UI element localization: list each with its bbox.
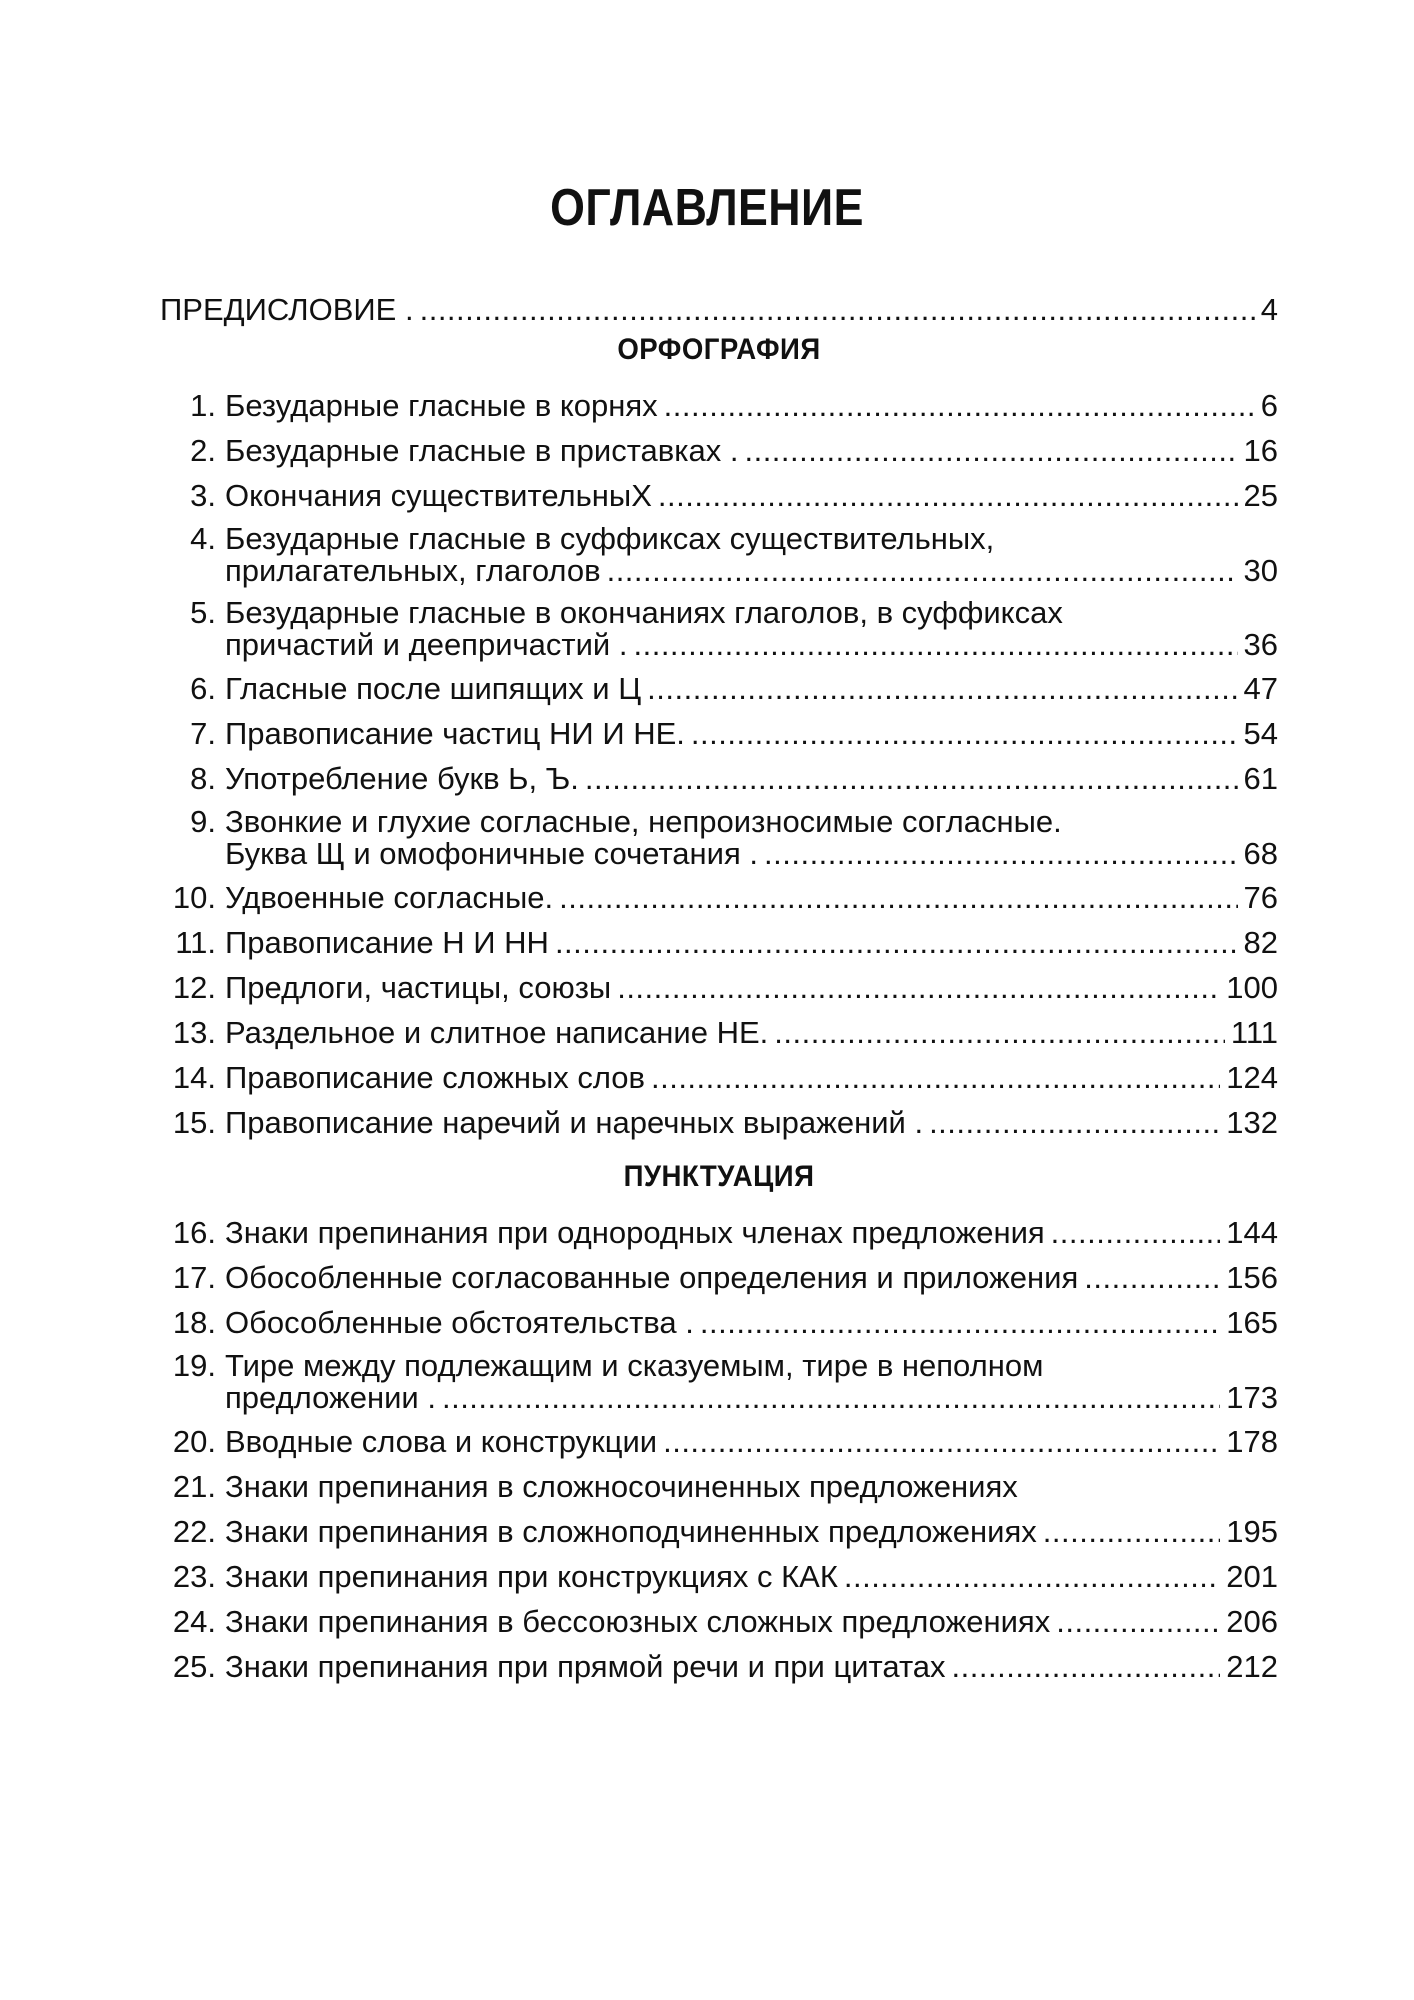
toc-entry <box>160 925 1278 961</box>
entry-text-line1: Тире между подлежащим и сказуемым, тире в неполном <box>225 1348 1044 1383</box>
entry-number: 9. <box>190 804 216 839</box>
entry-text: Окончания существительныХ <box>225 478 652 513</box>
dot-leader <box>607 554 1238 588</box>
page-number: 4 <box>1260 292 1278 327</box>
dot-leader <box>555 925 1238 961</box>
entry-number: 4. <box>190 521 216 556</box>
entry-number: 2. <box>190 433 216 468</box>
toc-entry <box>160 1514 1278 1550</box>
entry-number: 10. <box>172 880 216 915</box>
toc-entry <box>160 1469 1278 1505</box>
entry-text: Знаки препинания в сложносочиненных предложениях <box>225 1469 1018 1504</box>
entry-text: Знаки препинания при однородных членах предложения <box>225 1215 1045 1250</box>
toc-entry <box>160 671 1278 707</box>
dot-leader <box>420 292 1255 328</box>
dot-leader <box>774 1015 1225 1051</box>
entry-number: 22. <box>172 1514 216 1549</box>
entry-number: 3. <box>190 478 216 513</box>
toc-entry <box>160 806 1278 871</box>
page-number: 124 <box>1226 1060 1278 1095</box>
page-number: 201 <box>1226 1559 1278 1594</box>
entry-number: 8. <box>190 761 216 796</box>
toc-entry <box>160 1215 1278 1251</box>
toc-entry <box>160 1105 1278 1141</box>
page-number: 61 <box>1243 761 1278 796</box>
entry-number: 21. <box>172 1469 216 1504</box>
dot-leader <box>442 1381 1220 1415</box>
page-number: 144 <box>1226 1215 1278 1250</box>
dot-leader <box>633 628 1237 662</box>
entry-text: Правописание Н И НН <box>225 925 549 960</box>
section-heading-punctuation: ПУНКТУАЦИЯ <box>623 1160 815 1193</box>
entry-text: Безударные гласные в приставках . <box>225 433 739 468</box>
dot-leader <box>1084 1260 1220 1296</box>
entry-text: Знаки препинания в бессоюзных сложных предложениях <box>225 1604 1051 1639</box>
dot-leader <box>691 716 1238 752</box>
page-number: 54 <box>1243 716 1278 751</box>
toc-entry <box>160 478 1278 514</box>
page-number: 100 <box>1226 970 1278 1005</box>
page-number: 25 <box>1243 478 1278 513</box>
dot-leader <box>1043 1514 1221 1550</box>
entry-number: 7. <box>190 716 216 751</box>
dot-leader <box>585 761 1238 797</box>
entry-number: 23. <box>172 1559 216 1594</box>
page-number: 30 <box>1243 553 1278 588</box>
page-number: 68 <box>1243 836 1278 871</box>
entry-number: 15. <box>172 1105 216 1140</box>
toc-entry <box>160 433 1278 469</box>
page-number: 156 <box>1226 1260 1278 1295</box>
dot-leader <box>744 433 1237 469</box>
dot-leader <box>651 1060 1220 1096</box>
entry-number: 13. <box>172 1015 216 1050</box>
entry-text: Удвоенные согласные. <box>225 880 554 915</box>
dot-leader <box>952 1649 1221 1685</box>
entry-text: Правописание сложных слов <box>225 1060 645 1095</box>
entry-text: Гласные после шипящих и Ц <box>225 671 642 706</box>
toc-entry <box>160 970 1278 1006</box>
dot-leader <box>617 970 1220 1006</box>
entry-text: Правописание наречий и наречных выражений . <box>225 1105 924 1140</box>
toc-entry <box>160 597 1278 662</box>
entry-number: 19. <box>172 1348 216 1383</box>
entry-text: Правописание частиц НИ И НЕ. <box>225 716 685 751</box>
entry-number: 20. <box>172 1424 216 1459</box>
entry-text-line1: Звонкие и глухие согласные, непроизносимые согласные. <box>225 804 1062 839</box>
dot-leader <box>663 1424 1220 1460</box>
entry-text: Вводные слова и конструкции <box>225 1424 658 1459</box>
entry-number: 17. <box>172 1260 216 1295</box>
toc-entry <box>160 761 1278 797</box>
dot-leader <box>658 478 1238 514</box>
toc-entry <box>160 880 1278 916</box>
entry-text: Знаки препинания при конструкциях с КАК <box>225 1559 838 1594</box>
entry-text-line1: Безударные гласные в окончаниях глаголов, в суффиксах <box>225 595 1063 630</box>
dot-leader <box>844 1559 1220 1595</box>
entry-text: Обособленные обстоятельства . <box>225 1305 694 1340</box>
dot-leader <box>664 388 1255 424</box>
entry-text: прилагательных, глаголов <box>225 553 601 588</box>
entry-number: 6. <box>190 671 216 706</box>
page-number: 6 <box>1260 388 1278 423</box>
entry-number: 5. <box>190 595 216 630</box>
entry-text: Раздельное и слитное написание НЕ. <box>225 1015 769 1050</box>
page-number: 178 <box>1226 1424 1278 1459</box>
dot-leader <box>647 671 1237 707</box>
entry-text: ПРЕДИСЛОВИЕ . <box>160 292 414 327</box>
toc-entry <box>160 1015 1278 1051</box>
entry-number: 14. <box>172 1060 216 1095</box>
entry-text: Безударные гласные в корнях <box>225 388 658 423</box>
toc-entry <box>160 1350 1278 1415</box>
page-number: 16 <box>1243 433 1278 468</box>
entry-text: Употребление букв Ь, Ъ. <box>225 761 579 796</box>
entry-text: Предлоги, частицы, союзы <box>225 970 612 1005</box>
page-number: 173 <box>1226 1380 1278 1415</box>
dot-leader <box>764 837 1238 871</box>
entry-number: 1. <box>190 388 216 423</box>
entry-number: 11. <box>175 925 216 960</box>
toc-entry <box>160 1305 1278 1341</box>
toc-entry <box>160 388 1278 424</box>
entry-number: 25. <box>172 1649 216 1684</box>
section-heading-orthography: ОРФОГРАФИЯ <box>617 333 821 366</box>
page-number: 47 <box>1243 671 1278 706</box>
entry-number: 24. <box>172 1604 216 1639</box>
page-title: ОГЛАВЛЕНИЕ <box>550 179 864 237</box>
toc-entry <box>160 1060 1278 1096</box>
page-number: 212 <box>1226 1649 1278 1684</box>
dot-leader <box>1051 1215 1221 1251</box>
page-number: 195 <box>1226 1514 1278 1549</box>
entry-text: предложении . <box>225 1380 436 1415</box>
toc-entry <box>160 1559 1278 1595</box>
dot-leader <box>700 1305 1220 1341</box>
entry-text: Знаки препинания при прямой речи и при цитатах <box>225 1649 946 1684</box>
table-of-contents <box>160 292 1278 1694</box>
page-number: 76 <box>1243 880 1278 915</box>
page-number: 206 <box>1226 1604 1278 1639</box>
entry-text-line1: Безударные гласные в суффиксах существительных, <box>225 521 995 556</box>
entry-text: Обособленные согласованные определения и приложения <box>225 1260 1079 1295</box>
entry-text: Буква Щ и омофоничные сочетания . <box>225 836 758 871</box>
toc-entry-preface <box>160 292 1278 328</box>
page-number: 132 <box>1226 1105 1278 1140</box>
entry-number: 16. <box>172 1215 216 1250</box>
entry-number: 12. <box>172 970 216 1005</box>
entry-number: 18. <box>172 1305 216 1340</box>
toc-entry <box>160 1649 1278 1685</box>
entry-text: Знаки препинания в сложноподчиненных предложениях <box>225 1514 1037 1549</box>
toc-entry <box>160 1260 1278 1296</box>
page-number: 36 <box>1243 627 1278 662</box>
dot-leader <box>1056 1604 1220 1640</box>
dot-leader <box>559 880 1237 916</box>
toc-entry <box>160 716 1278 752</box>
toc-entry <box>160 1424 1278 1460</box>
page-number: 165 <box>1226 1305 1278 1340</box>
page-number: 82 <box>1243 925 1278 960</box>
dot-leader <box>929 1105 1220 1141</box>
toc-entry <box>160 1604 1278 1640</box>
toc-entry <box>160 523 1278 588</box>
page-number: 111 <box>1230 1015 1278 1050</box>
entry-text: причастий и деепричастий . <box>225 627 628 662</box>
